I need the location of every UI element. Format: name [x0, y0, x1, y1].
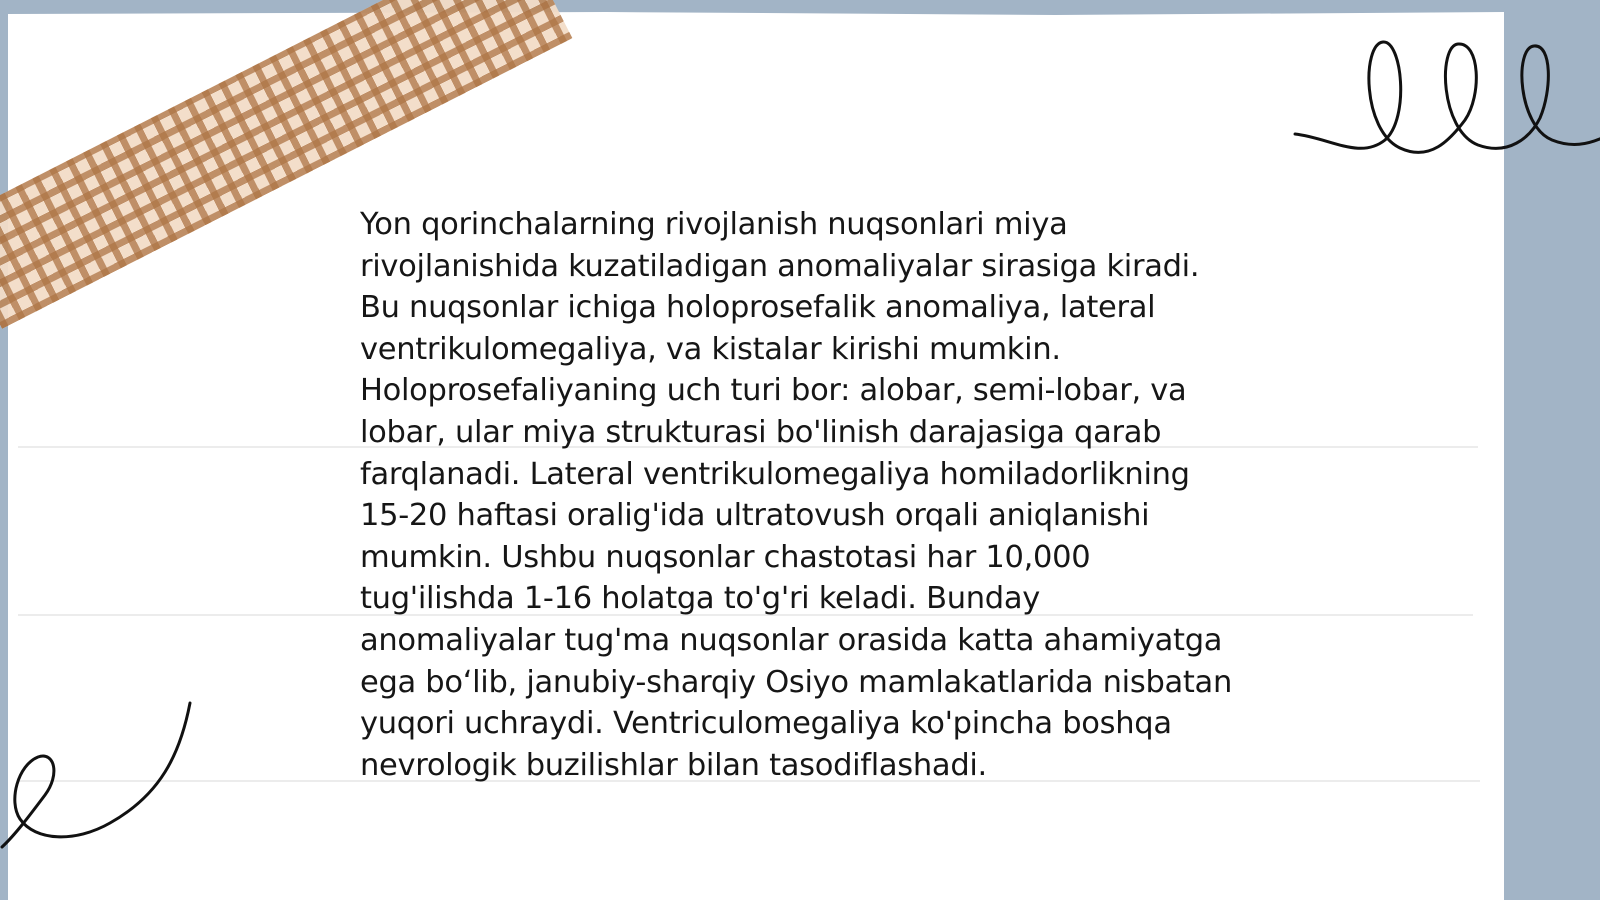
body-paragraph: Yon qorinchalarning rivojlanish nuqsonlari miya rivojlanishida kuzatiladigan anomaliyalar sirasiga kiradi. Bu nuqsonlar ichiga holoprosefalik anomaliya, lateral ventrikulomegaliya, va kistalar kirishi mumkin. Holoprosefaliyaning uch turi bor: alobar, semi-lobar, va lobar, ular miya strukturasi bo'linish darajasiga qarab farqlanadi. Lateral ventrikulomegaliya homiladorlikning 15-20 haftasi oralig'ida ultratovush orqali aniqlanishi mumkin. Ushbu nuqsonlar chastotasi har 10,000 tug'ilishda 1-16 holatga to'g'ri keladi. Bunday anomaliyalar tug'ma nuqsonlar orasida katta ahamiyatga ega bo‘lib, janubiy-sharqiy Osiyo mamlakatlarida nisbatan yuqori uchraydi. Ventriculomegaliya ko'pincha boshqa nevrologik buzilishlar bilan tasodiflashadi. — [360, 207, 1232, 783]
swirl-scribble-icon — [0, 695, 200, 850]
loop-scribble-icon — [1290, 30, 1600, 165]
